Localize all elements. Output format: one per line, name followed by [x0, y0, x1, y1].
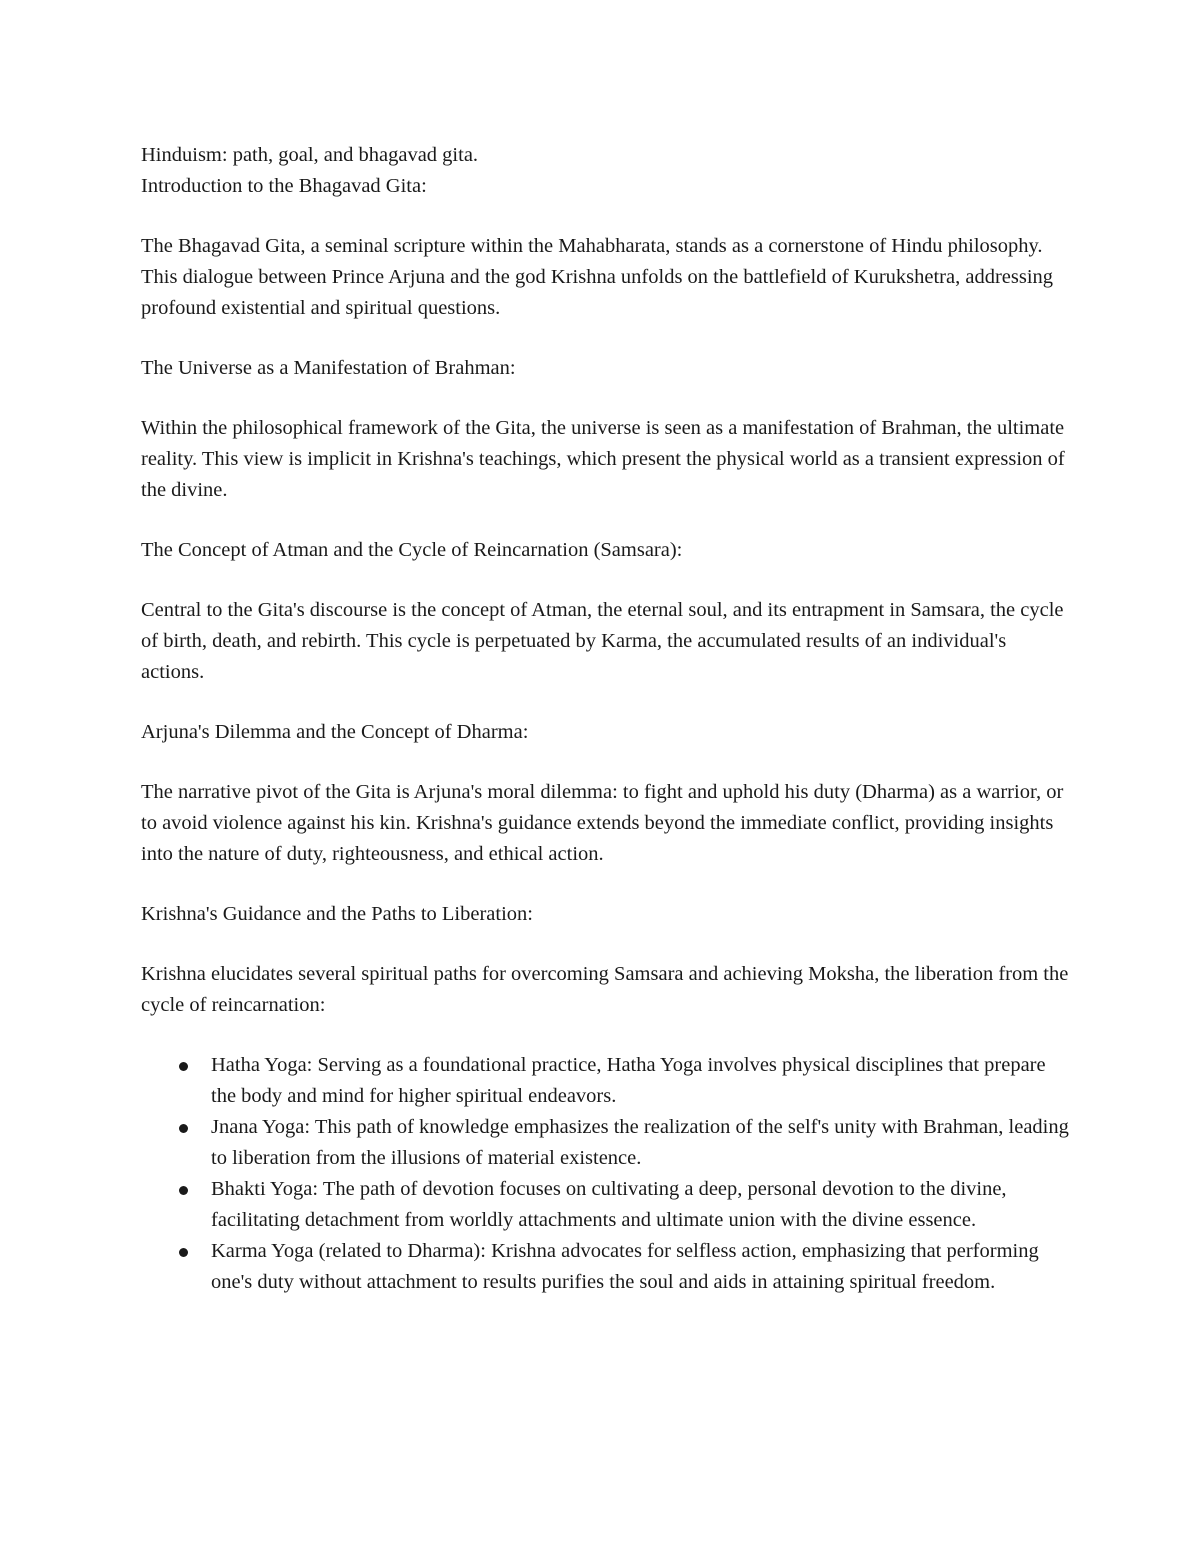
spacer — [141, 566, 1071, 595]
atman-heading: The Concept of Atman and the Cycle of Reincarnation (Samsara): — [141, 539, 683, 561]
intro-heading: Introduction to the Bhagavad Gita: — [141, 175, 427, 197]
list-item — [141, 1050, 1071, 1112]
spacer — [141, 1021, 1071, 1050]
bullet-icon — [179, 1248, 188, 1257]
spacer — [141, 384, 1071, 413]
list-item — [141, 1112, 1071, 1174]
paths-list — [141, 1050, 1071, 1298]
bullet-icon — [179, 1062, 188, 1071]
document-title: Hinduism: path, goal, and bhagavad gita. — [141, 144, 479, 166]
universe-heading: The Universe as a Manifestation of Brahman: — [141, 357, 516, 379]
spacer — [141, 202, 1071, 231]
list-item-text: Jnana Yoga: This path of knowledge emphasizes the realization of the self's unity with Brahman, leading to liberation from the illusions of material existence. — [211, 1116, 1069, 1169]
list-item-text: Bhakti Yoga: The path of devotion focuses on cultivating a deep, personal devotion to the divine, facilitating detachment from worldly attachments and ultimate union with the divine essence. — [211, 1178, 1007, 1231]
intro-paragraph: The Bhagavad Gita, a seminal scripture within the Mahabharata, stands as a cornerstone of Hindu philosophy. This dialogue between Prince Arjuna and the god Krishna unfolds on the battlefield of Kurukshetra, addressing profound existential and spiritual questions. — [141, 235, 1054, 319]
list-item — [141, 1174, 1071, 1236]
spacer — [141, 870, 1071, 899]
list-item-text: Karma Yoga (related to Dharma): Krishna advocates for selfless action, emphasizing that performing one's duty without attachment to results purifies the soul and aids in attaining spiritual freedom. — [211, 1240, 1039, 1293]
guidance-paragraph: Krishna elucidates several spiritual paths for overcoming Samsara and achieving Moksha, the liberation from the cycle of reincarnation: — [141, 963, 1069, 1016]
spacer — [141, 688, 1071, 717]
universe-paragraph: Within the philosophical framework of the Gita, the universe is seen as a manifestation of Brahman, the ultimate reality. This view is implicit in Krishna's teachings, which present the physical world as a transient expression of the divine. — [141, 417, 1065, 501]
spacer — [141, 324, 1071, 353]
spacer — [141, 506, 1071, 535]
bullet-icon — [179, 1124, 188, 1133]
list-item-text: Hatha Yoga: Serving as a foundational practice, Hatha Yoga involves physical disciplines that prepare the body and mind for higher spiritual endeavors. — [211, 1054, 1046, 1107]
spacer — [141, 930, 1071, 959]
document-body — [141, 140, 1071, 1298]
guidance-heading: Krishna's Guidance and the Paths to Liberation: — [141, 903, 533, 925]
dharma-paragraph: The narrative pivot of the Gita is Arjuna's moral dilemma: to fight and uphold his duty (Dharma) as a warrior, or to avoid violence against his kin. Krishna's guidance extends beyond the immediate conflict, providing insights into the nature of duty, righteousness, and ethical action. — [141, 781, 1064, 865]
atman-paragraph: Central to the Gita's discourse is the concept of Atman, the eternal soul, and its entrapment in Samsara, the cycle of birth, death, and rebirth. This cycle is perpetuated by Karma, the accumulated results of an individual's actions. — [141, 599, 1064, 683]
spacer — [141, 748, 1071, 777]
dharma-heading: Arjuna's Dilemma and the Concept of Dharma: — [141, 721, 529, 743]
bullet-icon — [179, 1186, 188, 1195]
list-item — [141, 1236, 1071, 1298]
